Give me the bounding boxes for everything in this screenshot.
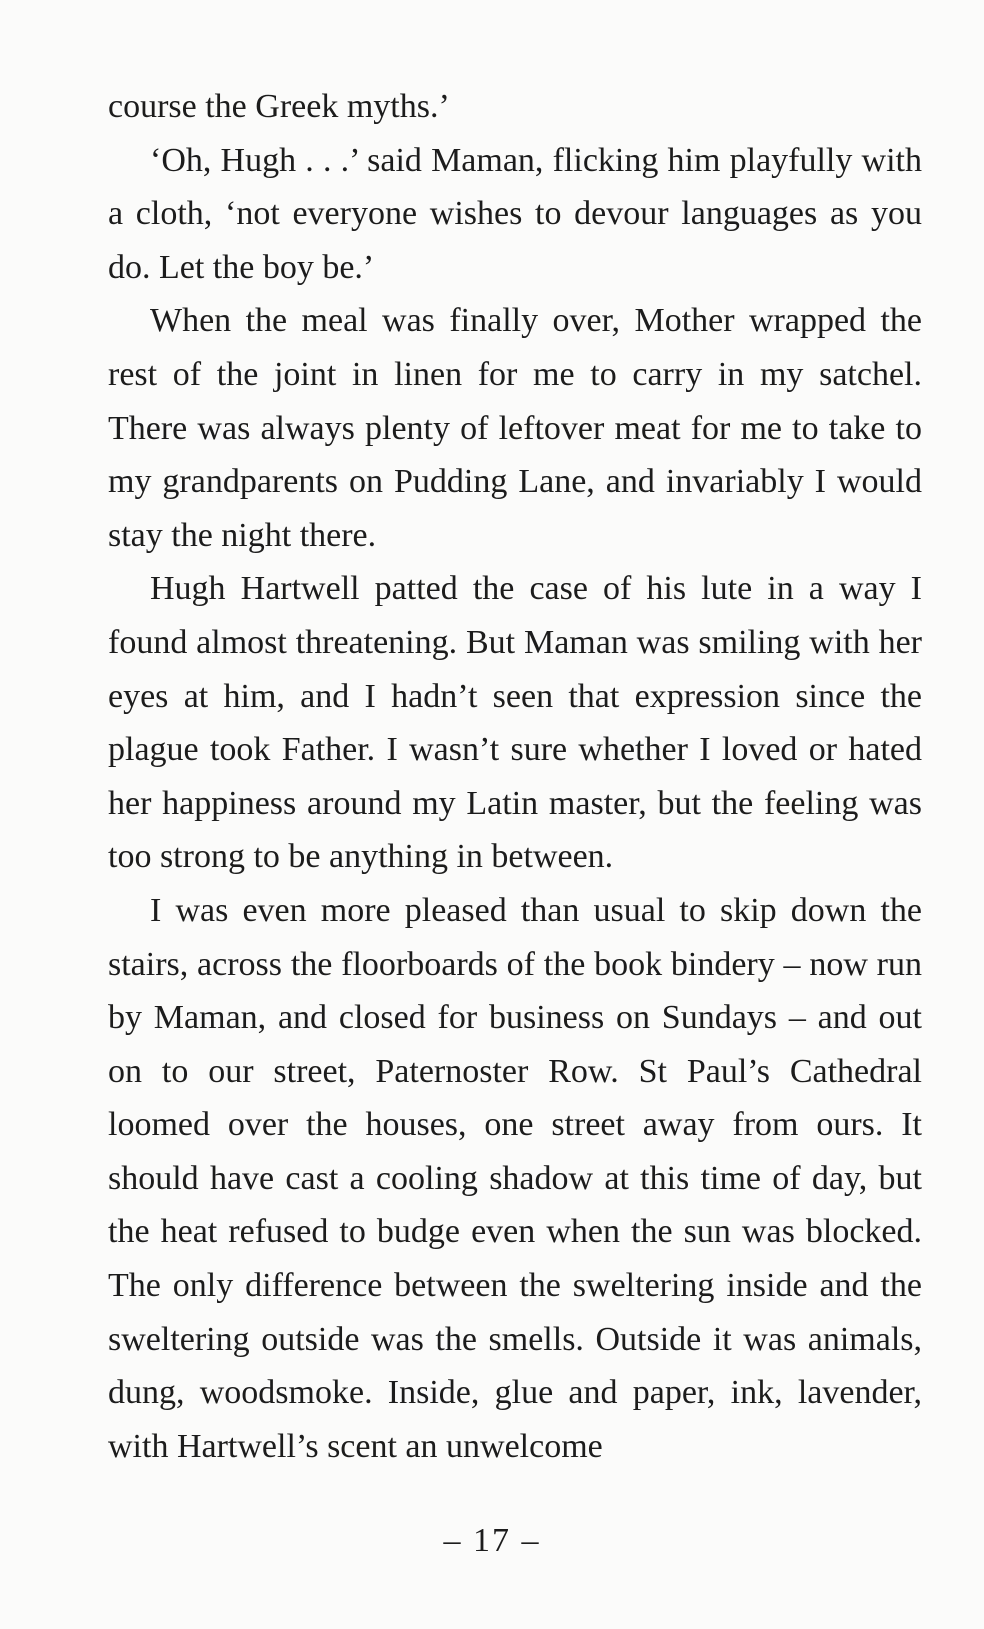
page-number: – 17 – <box>443 1522 541 1559</box>
paragraph-2: ‘Oh, Hugh . . .’ said Maman, flicking him playfully with a cloth, ‘not everyone wishes to devour languages as you do. Let the boy be.’ <box>108 141 922 286</box>
paragraph-3: When the meal was finally over, Mother wrapped the rest of the joint in linen for me to carry in my satchel. There was always plenty of leftover meat for me to take to my grandparents on Pudding Lane, and invariably I would stay the night there. <box>108 302 922 554</box>
body-text <box>108 80 922 1473</box>
paragraph-5: I was even more pleased than usual to skip down the stairs, across the floorboards of the book bindery – now run by Maman, and closed for business on Sundays – and out on to our street, Paternoster Row. St Paul’s Cathedral loomed over the houses, one street away from ours. It should have cast a cooling shadow at this time of day, but the heat refused to budge even when the sun was blocked. The only difference between the sweltering inside and the sweltering outside was the smells. Outside it was animals, dung, woodsmoke. Inside, glue and paper, ink, lavender, with Hartwell’s scent an unwelcome <box>108 891 922 1465</box>
paragraph-1: course the Greek myths.’ <box>108 88 450 125</box>
paragraph-4: Hugh Hartwell patted the case of his lute in a way I found almost threatening. But Maman was smiling with her eyes at him, and I hadn’t seen that expression since the plague took Father. I wasn’t sure whether I loved or hated her happiness around my Latin master, but the feeling was too strong to be anything in between. <box>108 570 922 876</box>
